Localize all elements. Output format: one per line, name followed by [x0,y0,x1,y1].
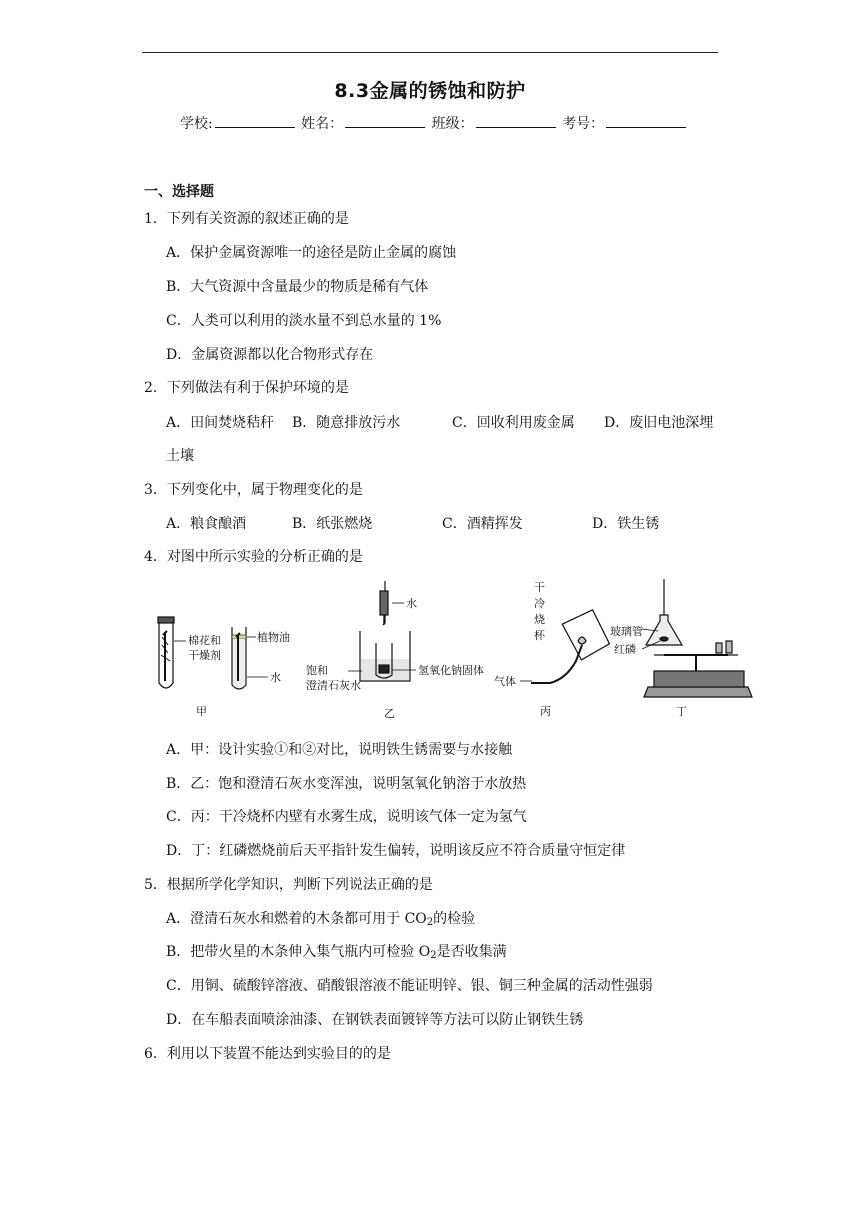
school-blank[interactable] [215,115,295,128]
q3-option-d[interactable]: D．铁生锈 [592,516,660,532]
q5-option-b[interactable] [166,941,507,961]
q4-option-c[interactable]: C．丙：干冷烧杯内壁有水雾生成，说明该气体一定为氢气 [166,809,527,825]
question-4-stem: 4．对图中所示实验的分析正确的是 [144,549,363,565]
label-cold: 冷 [534,597,545,610]
q2-option-d[interactable]: D．废旧电池深埋 [604,415,714,431]
q4-option-b[interactable]: B．乙：饱和澄清石灰水变浑浊，说明氢氧化钠溶于水放热 [166,776,527,792]
q3-options-row [166,513,659,533]
q2-option-c[interactable]: C．回收利用废金属 [452,415,575,431]
q1-option-d[interactable]: D．金属资源都以化合物形式存在 [166,347,374,363]
q2-option-b[interactable]: B．随意排放污水 [292,415,401,431]
class-label: 班级： [431,116,474,132]
q2-option-d-continued: 土壤 [166,448,194,464]
exam-no-blank[interactable] [606,115,686,128]
q2-options-row [166,412,713,432]
q5-b-tail: 是否收集满 [436,944,507,960]
label-saturated: 饱和 [306,664,328,677]
q5-option-a[interactable] [166,908,475,928]
header-rule [142,52,718,53]
q5-option-d[interactable]: D．在车船表面喷涂油漆、在钢铁表面镀锌等方法可以防止钢铁生锈 [166,1012,584,1028]
q1-option-c[interactable]: C．人类可以利用的淡水量不到总水量的 1% [166,313,442,329]
q5-b-sub: 2 [430,950,437,961]
q5-a-co: CO [404,911,427,927]
label-naoh: 氢氧化钠固体 [418,664,484,677]
q4-option-d[interactable]: D．丁：红磷燃烧前后天平指针发生偏转，说明该反应不符合质量守恒定律 [166,843,626,859]
question-1-stem: 1．下列有关资源的叙述正确的是 [144,211,349,227]
label-water-yi: 水 [406,597,417,610]
exam-no-label: 考号： [562,116,605,132]
caption-ding: 丁 [676,705,687,718]
q1-option-a[interactable]: A．保护金属资源唯一的途径是防止金属的腐蚀 [166,245,457,261]
q1-option-b[interactable]: B．大气资源中含量最少的物质是稀有气体 [166,279,429,295]
label-glass-tube: 玻璃管 [610,625,643,638]
student-info [180,113,688,133]
section-heading: 一、选择题 [144,184,214,200]
class-blank[interactable] [476,115,556,128]
q4-option-a[interactable]: A．甲：设计实验①和②对比，说明铁生锈需要与水接触 [166,742,513,758]
label-red-p: 红磷 [614,643,636,656]
caption-bing: 丙 [540,705,551,718]
label-cotton: 棉花和 [188,634,221,647]
q3-option-b[interactable]: B．纸张燃烧 [292,516,373,532]
q3-option-c[interactable]: C．酒精挥发 [442,516,523,532]
q3-option-a[interactable]: A．粮食酿酒 [166,516,247,532]
label-dry: 干 [534,581,545,594]
q5-a-text: A．澄清石灰水和燃着的木条都可用于 [166,911,401,927]
caption-jia: 甲 [196,705,207,718]
experiment-figure [148,575,758,725]
label-limewater: 澄清石灰水 [306,679,361,692]
q5-a-sub: 2 [426,917,434,928]
page-title: 8.3金属的锈蚀和防护 [334,80,526,102]
caption-yi: 乙 [384,707,395,720]
name-blank[interactable] [345,115,425,128]
label-water-jia: 水 [270,671,281,684]
q5-b-text: B．把带火星的木条伸入集气瓶内可检验 [166,944,415,960]
q2-option-a[interactable]: A．田间焚烧秸秆 [166,415,275,431]
name-label: 姓名： [301,116,344,132]
label-desiccant: 干燥剂 [188,649,221,662]
figure-yi [348,581,416,681]
question-3-stem: 3．下列变化中，属于物理变化的是 [144,482,363,498]
q5-b-o: O [418,944,431,960]
label-burn: 烧 [534,613,545,626]
question-6-stem: 6．利用以下装置不能达到实验目的的是 [144,1046,391,1062]
school-label: 学校: [180,116,213,132]
figure-ding [642,579,752,697]
label-oil: 植物油 [257,631,290,644]
q5-option-c[interactable]: C．用铜、硫酸锌溶液、硝酸银溶液不能证明锌、银、铜三种金属的活动性强弱 [166,978,653,994]
question-5-stem: 5．根据所学化学知识，判断下列说法正确的是 [144,877,433,893]
q5-a-tail: 的检验 [433,911,476,927]
label-gas: 气体 [494,675,516,688]
question-2-stem: 2．下列做法有利于保护环境的是 [144,380,349,396]
label-cup: 杯 [534,629,545,642]
